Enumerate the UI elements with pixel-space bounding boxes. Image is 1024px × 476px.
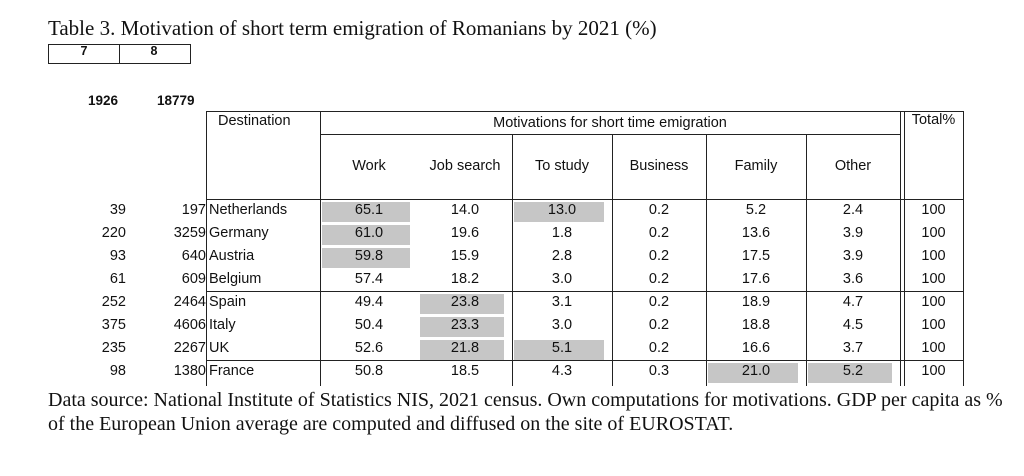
total-col8: 18779 [157,93,195,108]
row-count-8: 4606 [173,317,206,333]
total-col7: 1926 [88,93,119,108]
value-cell: 3.1 [551,294,573,310]
value-cell: 0.2 [648,294,670,310]
destination-uk: UK [209,340,230,356]
value-cell: 1.8 [551,225,573,241]
value-cell: 13.6 [741,225,771,241]
motivations-header: Motivations for short time emigration [493,115,727,131]
total-cell: 100 [921,202,946,218]
value-cell: 0.2 [648,248,670,264]
value-cell: 4.3 [551,363,573,379]
destination-belgium: Belgium [209,271,262,287]
row-count-8: 609 [181,271,206,287]
value-cell: 52.6 [354,340,384,356]
total-cell: 100 [921,340,946,356]
value-cell: 0.3 [648,363,670,379]
value-cell: 15.9 [450,248,480,264]
row-count-7: 235 [101,340,126,356]
value-cell: 61.0 [354,225,384,241]
destination-left-rule [206,111,207,386]
table-right-rule [963,111,964,386]
value-cell: 18.2 [450,271,480,287]
column-number-7: 7 [80,44,88,58]
row-count-7: 61 [109,271,126,287]
value-cell: 5.1 [551,340,573,356]
value-cell: 0.2 [648,271,670,287]
destination-netherlands: Netherlands [209,202,288,218]
total-header: Total% [911,112,956,128]
column-header-business: Business [629,158,689,174]
row-count-8: 640 [181,248,206,264]
value-cell: 18.8 [741,317,771,333]
destination-spain: Spain [209,294,247,310]
value-cell: 2.8 [551,248,573,264]
total-cell: 100 [921,248,946,264]
value-cell: 19.6 [450,225,480,241]
column-header-other: Other [834,158,872,174]
value-cell: 5.2 [745,202,767,218]
value-cell: 4.5 [842,317,864,333]
value-cell: 57.4 [354,271,384,287]
value-cell: 14.0 [450,202,480,218]
value-cell: 21.0 [741,363,771,379]
destination-france: France [209,363,255,379]
row-count-7: 375 [101,317,126,333]
row-count-7: 252 [101,294,126,310]
column-header-family: Family [734,158,778,174]
row-count-8: 1380 [173,363,206,379]
row-count-7: 93 [109,248,126,264]
value-cell: 65.1 [354,202,384,218]
value-cell: 0.2 [648,225,670,241]
data-source-note: Data source: National Institute of Statistics NIS, 2021 census. Own computations for motivations. GDP per capita as % of the European Union average are computed and diffused on the site of EUROSTAT. [48,389,1003,435]
table-title: Table 3. Motivation of short term emigration of Romanians by 2021 (%) [48,16,657,40]
total-cell: 100 [921,317,946,333]
destination-austria: Austria [209,248,255,264]
value-cell: 23.3 [450,317,480,333]
value-cell: 18.5 [450,363,480,379]
value-cell: 16.6 [741,340,771,356]
value-cell: 49.4 [354,294,384,310]
value-cell: 3.0 [551,317,573,333]
column-rule [900,111,901,386]
row-count-8: 2267 [173,340,206,356]
value-cell: 23.8 [450,294,480,310]
total-cell: 100 [921,271,946,287]
motivations-underline [320,134,900,135]
value-cell: 50.8 [354,363,384,379]
value-cell: 0.2 [648,340,670,356]
value-cell: 2.4 [842,202,864,218]
value-cell: 17.6 [741,271,771,287]
destination-germany: Germany [209,225,269,241]
value-cell: 3.0 [551,271,573,287]
row-count-7: 220 [101,225,126,241]
destination-header: Destination [218,113,291,129]
total-cell: 100 [921,363,946,379]
row-count-8: 197 [181,202,206,218]
column-header-job-search: Job search [429,158,501,174]
row-count-8: 2464 [173,294,206,310]
value-cell: 50.4 [354,317,384,333]
value-cell: 21.8 [450,340,480,356]
value-cell: 3.9 [842,248,864,264]
row-count-8: 3259 [173,225,206,241]
value-cell: 3.6 [842,271,864,287]
column-header-work: Work [352,158,386,174]
value-cell: 5.2 [842,363,864,379]
row-count-7: 39 [109,202,126,218]
value-cell: 18.9 [741,294,771,310]
value-cell: 4.7 [842,294,864,310]
destination-italy: Italy [209,317,236,333]
value-cell: 3.9 [842,225,864,241]
value-cell: 17.5 [741,248,771,264]
row-count-7: 98 [109,363,126,379]
value-cell: 0.2 [648,202,670,218]
value-cell: 3.7 [842,340,864,356]
column-header-to-study: To study [535,158,589,174]
column-number-8: 8 [150,44,158,58]
total-cell: 100 [921,294,946,310]
value-cell: 0.2 [648,317,670,333]
value-cell: 13.0 [547,202,577,218]
total-cell: 100 [921,225,946,241]
value-cell: 59.8 [354,248,384,264]
